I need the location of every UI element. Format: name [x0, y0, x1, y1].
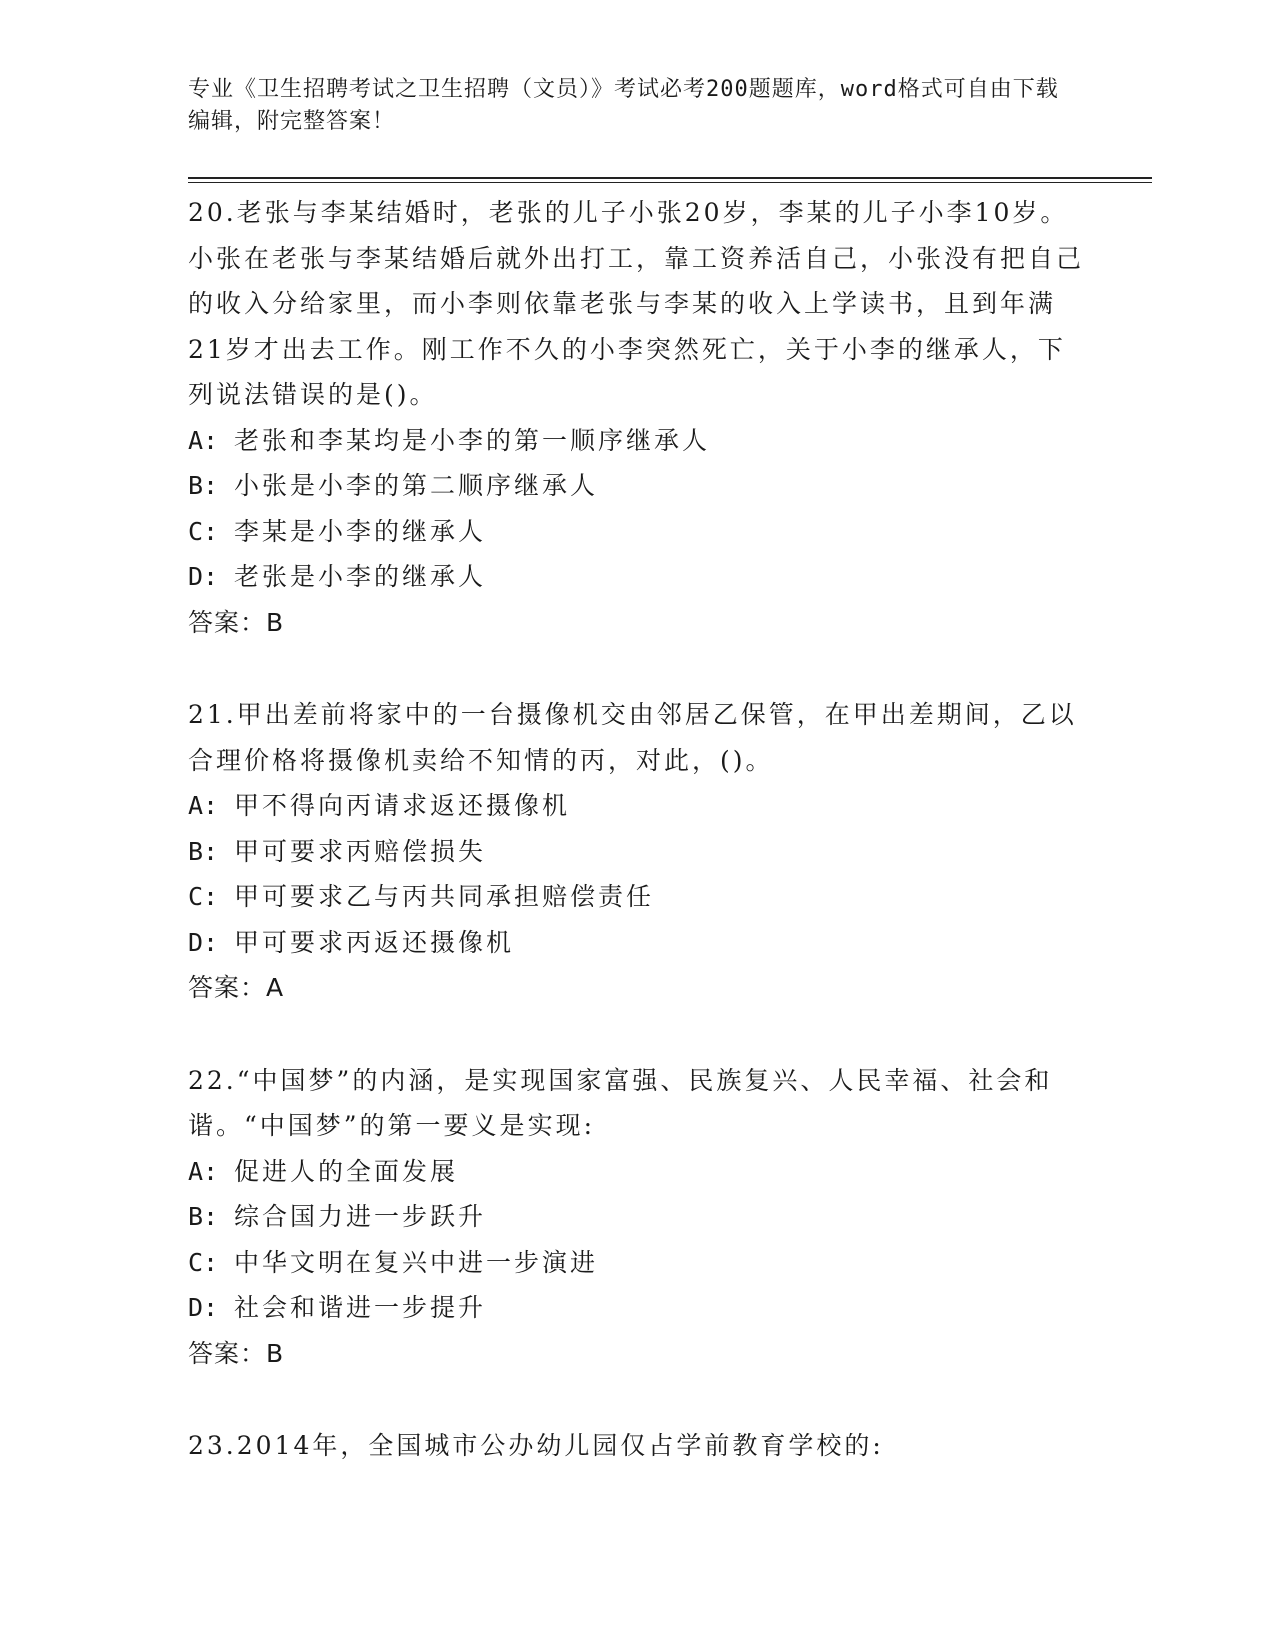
option-text: 老张是小李的继承人 [234, 562, 487, 591]
option-key: C: [188, 1247, 219, 1277]
option-text: 促进人的全面发展 [234, 1156, 459, 1186]
answer-line: 答案：B [188, 607, 285, 637]
option-key: A: [188, 791, 219, 820]
option-text: 小张是小李的第二顺序继承人 [234, 471, 599, 500]
option-text: 中华文明在复兴中进一步演进 [234, 1247, 599, 1277]
option-d [188, 1285, 1088, 1331]
question-23 [188, 1423, 1088, 1469]
question-stem: 20.老张与李某结婚时，老张的儿子小张20岁，李某的儿子小李10岁。小张在老张与李某结婚后就外出打工，靠工资养活自己，小张没有把自己的收入分给家里，而小李则依靠老张与李某的收入上学读书，且到年满21岁才出去工作。刚工作不久的小李突然死亡，关于小李的继承人，下列说法错误的是()。 [188, 198, 1085, 409]
question-stem: 23.2014年，全国城市公办幼儿园仅占学前教育学校的: [188, 1431, 884, 1460]
option-text: 老张和李某均是小李的第一顺序继承人 [234, 425, 711, 455]
option-c [188, 1240, 1088, 1286]
option-key: D: [188, 1293, 219, 1322]
question-stem: 21.甲出差前将家中的一台摄像机交由邻居乙保管，在甲出差期间，乙以合理价格将摄像机卖给不知情的丙，对此，()。 [188, 700, 1077, 775]
option-c [188, 874, 1088, 920]
option-text: 甲可要求丙返还摄像机 [234, 927, 515, 957]
question-21 [188, 692, 1088, 1011]
option-text: 甲可要求丙赔偿损失 [234, 836, 487, 866]
option-text: 甲可要求乙与丙共同承担赔偿责任 [234, 882, 655, 911]
option-key: B: [188, 836, 219, 866]
option-d [188, 920, 1088, 966]
answer-line: 答案：B [188, 1338, 285, 1368]
option-text: 李某是小李的继承人 [234, 516, 487, 546]
option-text: 综合国力进一步跃升 [234, 1202, 487, 1231]
option-key: D: [188, 562, 219, 591]
option-key: A: [188, 425, 219, 455]
option-key: A: [188, 1156, 219, 1186]
option-key: B: [188, 1202, 219, 1231]
question-list [188, 190, 1088, 1516]
option-b [188, 829, 1088, 875]
document-header: 专业《卫生招聘考试之卫生招聘（文员）》考试必考200题题库，word格式可自由下载编辑，附完整答案！ [188, 77, 1059, 134]
question-22 [188, 1058, 1088, 1377]
option-d [188, 554, 1088, 600]
header-divider-thin [188, 182, 1152, 183]
option-key: C: [188, 882, 219, 911]
option-text: 甲不得向丙请求返还摄像机 [234, 791, 571, 820]
question-20 [188, 190, 1088, 645]
option-key: B: [188, 471, 219, 500]
header-divider-thick [188, 177, 1152, 179]
option-c [188, 509, 1088, 555]
option-a [188, 418, 1088, 464]
question-stem: 22.“中国梦”的内涵，是实现国家富强、民族复兴、人民幸福、社会和谐。“中国梦”的第一要义是实现: [188, 1065, 1053, 1140]
option-key: C: [188, 516, 219, 546]
option-b [188, 1194, 1088, 1240]
option-key: D: [188, 927, 219, 957]
option-a [188, 783, 1088, 829]
option-b [188, 463, 1088, 509]
option-a [188, 1149, 1088, 1195]
option-text: 社会和谐进一步提升 [234, 1293, 487, 1322]
answer-line: 答案：A [188, 973, 285, 1002]
